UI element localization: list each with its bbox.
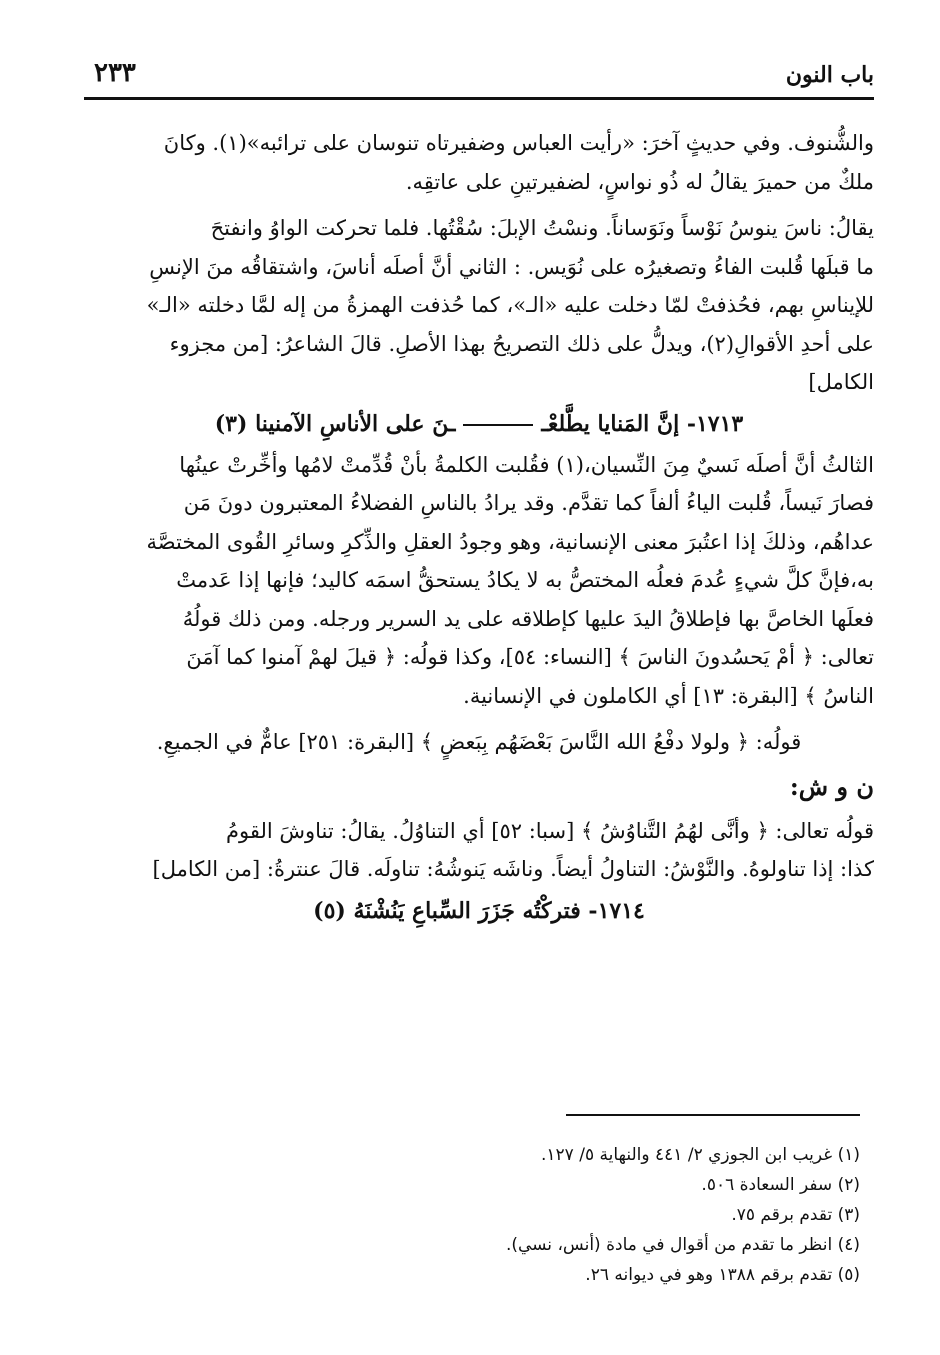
page-number: ٢٣٣: [94, 58, 136, 88]
text-line: ملكٌ من حميرَ يقالُ له ذُو نواسٍ، لضفيرتينِ على عاتقِه.: [405, 169, 874, 194]
verse-1714: ١٧١٤- فتركْتُه جَزَرَ السِّباعِ يَنُشْنَهُ (٥): [313, 897, 645, 924]
verse-separator: [463, 424, 533, 426]
footnote-rule: [566, 1114, 860, 1116]
text-line: تعالى: ﴿ أمْ يَحسُدونَ الناسَ ﴾ [النساء: ٥٤]، وكذا قولُه: ﴿ قيلَ لهمْ آمنوا كما آمَنَ: [186, 645, 874, 669]
section-heading: ن و ش:: [789, 771, 874, 801]
verse-second-hemistich: ـنَ على الأناسِ الآمنينا (٣): [214, 410, 456, 437]
footnote: (٥) تقدم برقم ١٣٨٨ وهو في ديوانه ٢٦.: [585, 1265, 860, 1285]
footnote: (٢) سفر السعادة ٥٠٦.: [701, 1175, 860, 1195]
footnote: (٤) انظر ما تقدم من أقوال في مادة (أنس، نسي).: [505, 1235, 860, 1255]
text-line: الكامل]: [808, 370, 874, 394]
footnote: (٣) تقدم برقم ٧٥.: [731, 1205, 860, 1225]
text-line: به،فإنَّ كلَّ شيءٍ عُدمَ فعلُه المختصُّ به لا يكادُ يستحقُّ اسمَه كاليد؛ فإنها إذا عَدمتْ: [176, 568, 874, 592]
verse-first-hemistich: ١٧١٣- إنَّ المَنايا يطَّلعْـ: [541, 410, 744, 437]
footnote: (١) غريب ابن الجوزي ٢/ ٤٤١ والنهاية ٥/ ١٢٧.: [541, 1145, 860, 1165]
text-line: الثالثُ أنَّ أصلَه نَسيٌ مِنَ النِّسيان،(١) فقُلبت الكلمةُ بأنْ قُدِّمتْ لامُها وأخِّرتْ عينُها: [179, 452, 874, 477]
text-line: ما قبلَها قُلبت الفاءُ وتصغيرُه على نُوَيس. : الثاني أنَّ أصلَه أناسَ، واشتقاقُه منَ الإنسِ: [149, 254, 874, 279]
text-line: يقالُ: ناسَ ينوسُ نَوْساً ونَوَساناً. ونسْتُ الإبلَ: سُقْتُها. فلما تحركت الواوُ وانفتحَ: [210, 216, 874, 240]
text-line: للإيناسِ بهم، فحُذفتْ لمّا دخلت عليه «الـ»، كما حُذفت الهمزةُ من إله لمَّا دخلته «الـ»: [146, 293, 874, 317]
page-header: [84, 58, 874, 98]
text-line: قولُه: ﴿ ولولا دفْعُ الله النَّاسَ بَعْضَهُم بِبَعضٍ ﴾ [البقرة: ٢٥١] عامٌّ في الجميعِ.: [156, 730, 802, 754]
main-text: [84, 124, 874, 933]
text-line: الناسُ ﴾ [البقرة: ١٣] أي الكاملون في الإنسانية.: [463, 683, 874, 708]
text-line: كذا: إذا تناولوهُ. والنَّوْشُ: التناولُ أيضاً. وناشَه يَنوشُهُ: تناولَه. قالَ عنترةُ: [من الكامل]: [152, 857, 874, 881]
verse-1713: [84, 402, 874, 446]
header-rule: [84, 97, 874, 100]
text-line: فصارَ نَيساً، قُلبت الياءُ ألفاً كما تقدَّم. وقد يرادُ بالناسِ الفضلاءُ المعتبرون دونَ مَن: [183, 491, 874, 515]
text-line: على أحدِ الأقوالِ(٢)، ويدلُّ على ذلك التصريحُ بهذا الأصلِ. قالَ الشاعرُ: [من مجزوء: [169, 331, 874, 356]
chapter-title: باب النون: [785, 62, 874, 88]
text-line: والشُّنوف. وفي حديثٍ آخرَ: «رأيت العباس وضفيرتاه تنوسان على ترائبه»(١). وكانَ: [163, 131, 874, 155]
text-line: قولُه تعالى: ﴿ وأنَّى لهُمُ التَّناوُشُ ﴾ [سبا: ٥٢] أي التناوُلُ. يقالُ: تناوشَ القومُ: [225, 818, 874, 843]
footnotes: [84, 1140, 860, 1290]
text-line: فعلَها الخاصَّ بها فإطلاقُ اليدَ عليها كإطلاقه على يد السرير ورجله. ومن ذلك قولُهُ: [182, 606, 874, 631]
text-line: عداهُم، وذلكَ إذا اعتُبرَ معنى الإنسانية، وهو وجودُ العقلِ والذِّكرِ وسائرِ القُوى المختصَّة: [146, 529, 874, 554]
